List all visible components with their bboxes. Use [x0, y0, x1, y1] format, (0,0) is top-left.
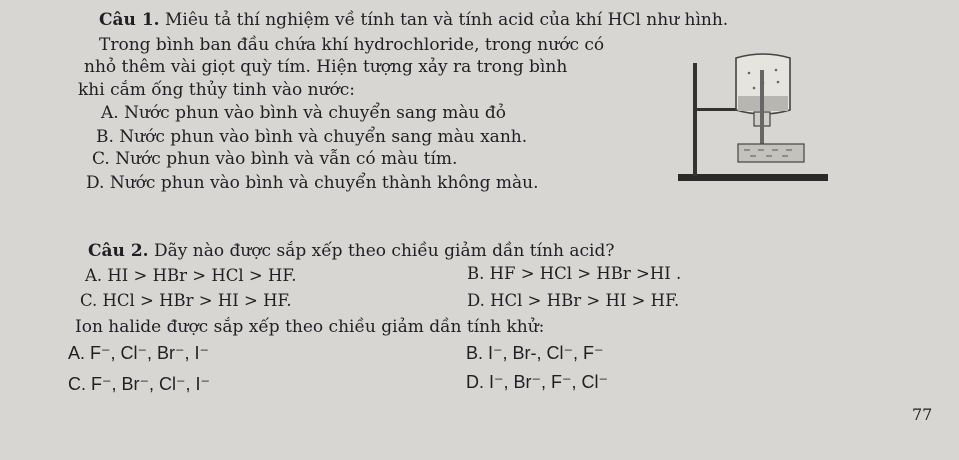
- q3-stem-line: Ion halide được sắp xếp theo chiều giảm dần tính khử:: [75, 317, 545, 337]
- q1-option-b: B. Nước phun vào bình và chuyển sang màu xanh.: [96, 127, 528, 147]
- experiment-apparatus-figure: [678, 48, 843, 193]
- q1-option-d: D. Nước phun vào bình và chuyển thành không màu.: [86, 173, 539, 193]
- q3-option-a: A. F⁻, Cl⁻, Br⁻, I⁻: [68, 343, 210, 363]
- q2-option-b: B. HF > HCl > HBr >HI .: [467, 264, 682, 283]
- q1-stem-line-1: [99, 10, 728, 30]
- q2-stem-text: Dãy nào được sắp xếp theo chiều giảm dần tính acid?: [153, 241, 615, 261]
- q2-option-a: A. HI > HBr > HCl > HF.: [85, 266, 297, 285]
- q3-option-c: C. F⁻, Br⁻, Cl⁻, I⁻: [68, 374, 211, 394]
- q1-stem-text-1: Miêu tả thí nghiệm về tính tan và tính acid của khí HCl như hình.: [164, 10, 729, 30]
- q1-stem-line-4: khi cắm ống thủy tinh vào nước:: [78, 80, 355, 100]
- q1-title: Câu 1.: [99, 10, 160, 30]
- water-basin: [738, 144, 804, 162]
- q2-option-c: C. HCl > HBr > HI > HF.: [80, 291, 292, 310]
- stand-base: [678, 174, 828, 181]
- q1-stem-line-2: Trong bình ban đầu chứa khí hydrochloride, trong nước có: [99, 35, 605, 55]
- q2-stem-line: [88, 241, 614, 261]
- stand-rod: [693, 63, 697, 176]
- page-number: 77: [912, 405, 933, 424]
- q2-option-d: D. HCl > HBr > HI > HF.: [467, 291, 680, 310]
- q1-option-c: C. Nước phun vào bình và vẫn có màu tím.: [92, 149, 458, 169]
- q3-option-d: D. I⁻, Br⁻, F⁻, Cl⁻: [466, 372, 609, 392]
- q1-option-a: A. Nước phun vào bình và chuyển sang màu đỏ: [101, 103, 506, 123]
- q1-stem-line-3: nhỏ thêm vài giọt quỳ tím. Hiện tượng xảy ra trong bình: [84, 57, 568, 77]
- q3-option-b: B. I⁻, Br-, Cl⁻, F⁻: [466, 343, 604, 363]
- q2-title: Câu 2.: [88, 241, 149, 261]
